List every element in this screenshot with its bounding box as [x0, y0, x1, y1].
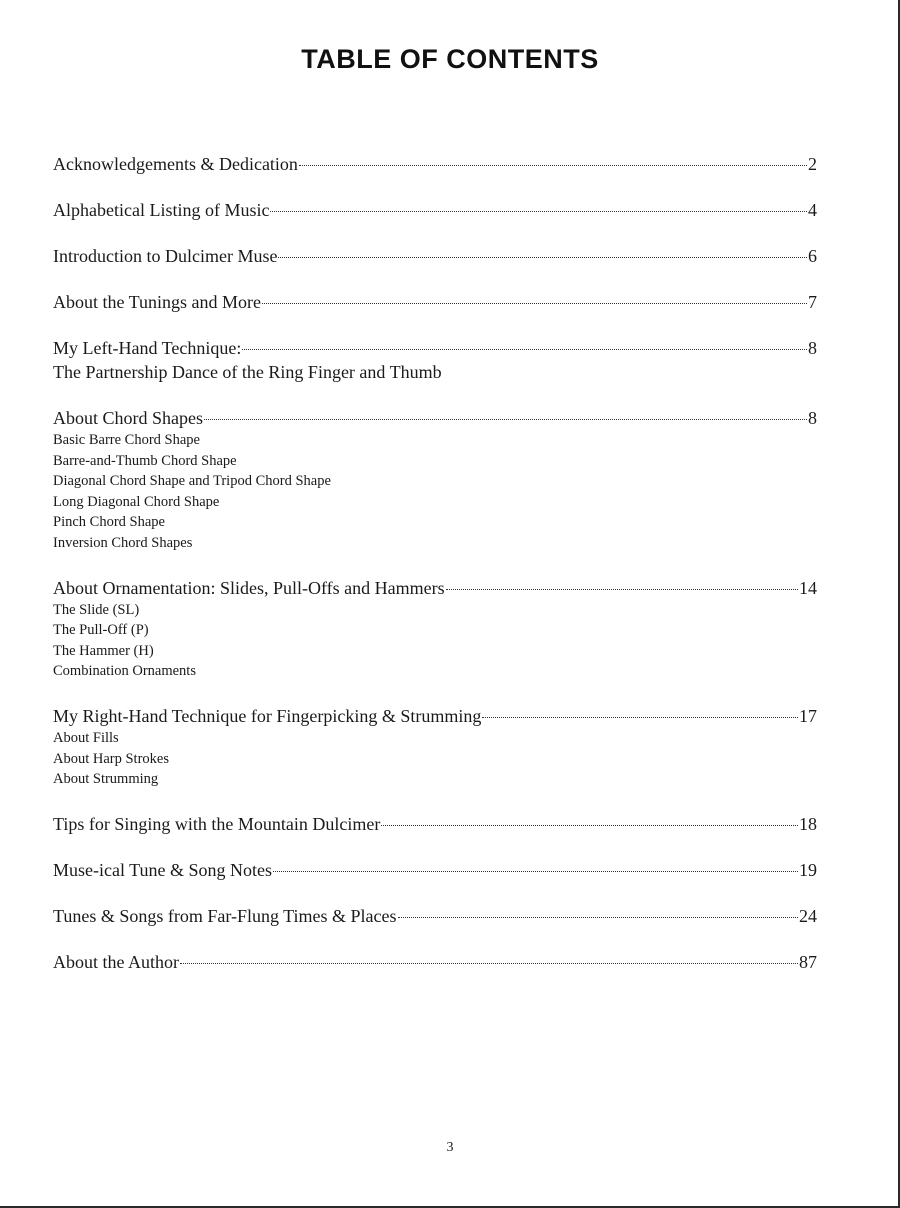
toc-entry[interactable] [53, 950, 817, 974]
toc-entry[interactable] [53, 858, 817, 882]
toc-sub-item[interactable]: The Pull-Off (P) [53, 622, 149, 639]
toc-sub-item[interactable]: Barre-and-Thumb Chord Shape [53, 452, 237, 469]
toc-entry[interactable] [53, 198, 817, 222]
toc-entry[interactable] [53, 244, 817, 268]
page-number: 3 [446, 1140, 454, 1155]
toc-sub-item[interactable]: About Harp Strokes [53, 750, 169, 767]
toc-page-number: 18 [799, 813, 817, 834]
toc-entry-title[interactable]: Alphabetical Listing of Music [53, 200, 270, 220]
toc-entry[interactable] [53, 812, 817, 836]
toc-entry[interactable] [53, 704, 817, 790]
toc-entry-title[interactable]: Muse-ical Tune & Song Notes [53, 859, 273, 880]
table-of-contents [53, 152, 817, 996]
toc-sub-item[interactable]: Inversion Chord Shapes [53, 534, 193, 551]
toc-page-number: 87 [799, 951, 817, 972]
dot-leader [398, 917, 798, 918]
toc-sub-list [53, 728, 817, 790]
toc-entry-line[interactable] [53, 904, 817, 928]
toc-entry-title[interactable]: About Ornamentation: Slides, Pull-Offs and Hammers [53, 577, 445, 598]
toc-entry-line[interactable] [53, 198, 817, 222]
toc-page-number: 24 [799, 905, 817, 926]
toc-sub-item[interactable]: The Slide (SL) [53, 601, 140, 618]
toc-page-number: 14 [799, 577, 817, 598]
dot-leader [180, 963, 798, 964]
dot-leader [278, 257, 807, 258]
toc-entry[interactable] [53, 336, 817, 384]
toc-entry-title[interactable]: My Left-Hand Technique: [53, 338, 242, 358]
toc-page-number: 19 [799, 859, 817, 880]
toc-entry-line[interactable] [53, 950, 817, 974]
toc-sub-item[interactable]: Diagonal Chord Shape and Tripod Chord Shape [53, 473, 331, 490]
dot-leader [242, 349, 807, 350]
toc-entry[interactable] [53, 406, 817, 554]
dot-leader [482, 717, 798, 718]
toc-entry-title[interactable]: Acknowledgements & Dedication [53, 154, 298, 174]
toc-page-number: 7 [808, 292, 817, 312]
toc-entry-line[interactable] [53, 704, 817, 728]
toc-entry-line[interactable] [53, 152, 817, 176]
dot-leader [204, 419, 807, 420]
toc-entry-line[interactable] [53, 576, 817, 600]
toc-sub-item[interactable]: Basic Barre Chord Shape [53, 432, 200, 448]
toc-page-number: 8 [808, 408, 817, 428]
toc-page-number: 4 [808, 200, 817, 220]
toc-sub-list [53, 600, 817, 682]
toc-entry-title[interactable]: About the Author [53, 951, 179, 972]
page-title: TABLE OF CONTENTS [301, 44, 599, 74]
toc-sub-item[interactable]: Combination Ornaments [53, 663, 196, 680]
toc-entry[interactable] [53, 904, 817, 928]
toc-entry[interactable] [53, 290, 817, 314]
toc-entry-line[interactable] [53, 858, 817, 882]
toc-sub-item[interactable]: About Strumming [53, 771, 159, 788]
dot-leader [262, 303, 807, 304]
toc-entry-line[interactable] [53, 812, 817, 836]
toc-entry-line[interactable] [53, 290, 817, 314]
toc-entry-title[interactable]: Introduction to Dulcimer Muse [53, 246, 278, 266]
toc-page-number: 17 [799, 705, 817, 726]
toc-page-number: 8 [808, 338, 817, 358]
toc-entry-title[interactable]: My Right-Hand Technique for Fingerpicking & Strumming [53, 705, 482, 726]
toc-sub-item[interactable]: Pinch Chord Shape [53, 514, 165, 531]
dot-leader [446, 589, 798, 590]
toc-entry-title[interactable]: About the Tunings and More [53, 292, 262, 312]
toc-page-number: 2 [808, 154, 817, 174]
toc-entry-line[interactable] [53, 336, 817, 360]
toc-entry-title[interactable]: About Chord Shapes [53, 408, 203, 428]
toc-page-number: 6 [808, 246, 817, 266]
dot-leader [273, 871, 798, 872]
toc-entry[interactable] [53, 576, 817, 682]
toc-entry-line[interactable] [53, 244, 817, 268]
toc-entry-title[interactable]: Tips for Singing with the Mountain Dulcimer [53, 813, 381, 834]
toc-sub-item[interactable]: About Fills [53, 729, 119, 746]
dot-leader [299, 165, 807, 166]
toc-entry-title[interactable]: Tunes & Songs from Far-Flung Times & Places [53, 905, 397, 926]
toc-entry-line[interactable] [53, 406, 817, 430]
dot-leader [381, 825, 798, 826]
toc-sub-list [53, 430, 817, 554]
toc-sub-item[interactable]: The Hammer (H) [53, 642, 154, 659]
toc-entry-subtitle: The Partnership Dance of the Ring Finger and Thumb [53, 362, 442, 382]
toc-entry[interactable] [53, 152, 817, 176]
dot-leader [270, 211, 807, 212]
toc-sub-item[interactable]: Long Diagonal Chord Shape [53, 493, 220, 510]
